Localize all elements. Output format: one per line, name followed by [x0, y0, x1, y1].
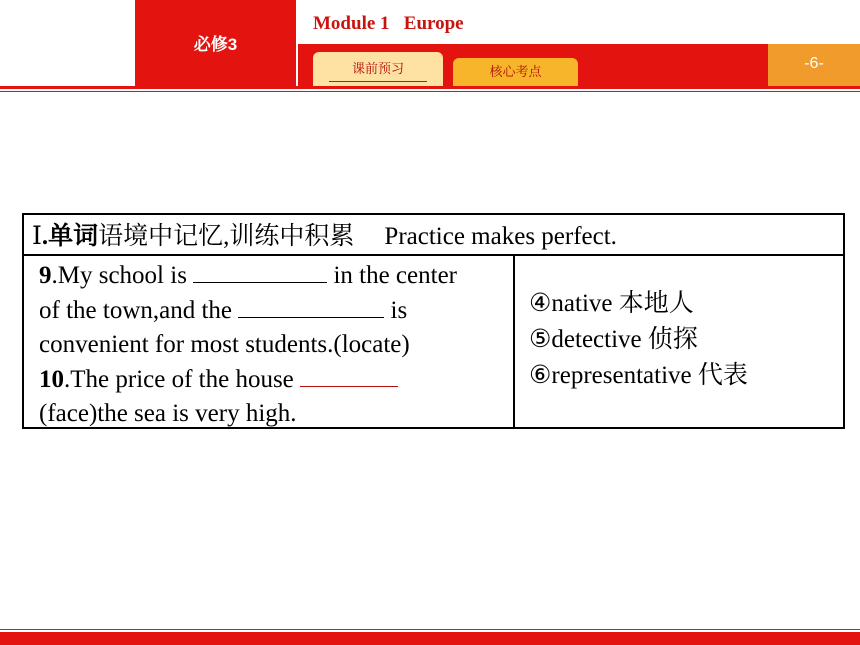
word-item: ④native 本地人	[529, 290, 694, 317]
footer-bar	[0, 632, 860, 645]
q9-line-1: 9.My school is in the center	[39, 262, 457, 289]
section-heading	[24, 215, 843, 256]
subject-label: 必修3	[193, 35, 238, 54]
section-motto: Practice makes perfect.	[384, 223, 617, 250]
tab-preview[interactable]	[313, 52, 443, 86]
q9-line-2: of the town,and the is	[39, 296, 408, 324]
q10-number: 10	[39, 365, 64, 393]
exercise-table	[22, 213, 845, 429]
header-blank-area	[0, 0, 135, 86]
exercise-cell	[24, 256, 515, 427]
header-rule	[0, 86, 860, 89]
q9-blank-2[interactable]	[238, 299, 384, 318]
section-heading-bold: .单词	[41, 223, 99, 250]
q10-blank[interactable]	[300, 368, 398, 387]
q10-line-1: 10.The price of the house	[39, 363, 513, 398]
word-item: ⑤detective 侦探	[529, 326, 698, 353]
q10-line-2: (face)the sea is very high.	[39, 400, 297, 427]
section-heading-rest: 语境中记忆,训练中积累	[98, 223, 355, 250]
q9-number: 9	[39, 262, 52, 289]
page-number: -6-	[768, 44, 860, 86]
q9-blank-1[interactable]	[193, 264, 327, 283]
word-item: ⑥representative 代表	[529, 362, 748, 389]
tab-active-underline	[329, 81, 427, 82]
footer-rule-thin	[0, 629, 860, 630]
tab-key-points[interactable]	[453, 58, 578, 86]
tab-key-points-label: 核心考点	[489, 64, 542, 79]
q9-line-3: convenient for most students.(locate)	[39, 331, 410, 358]
module-title: Module 1 Europe	[313, 13, 464, 34]
word-list-cell	[515, 256, 843, 427]
section-numeral: Ⅰ	[32, 223, 42, 250]
header-rule-thin	[0, 91, 860, 92]
tab-preview-label: 课前预习	[351, 61, 404, 76]
